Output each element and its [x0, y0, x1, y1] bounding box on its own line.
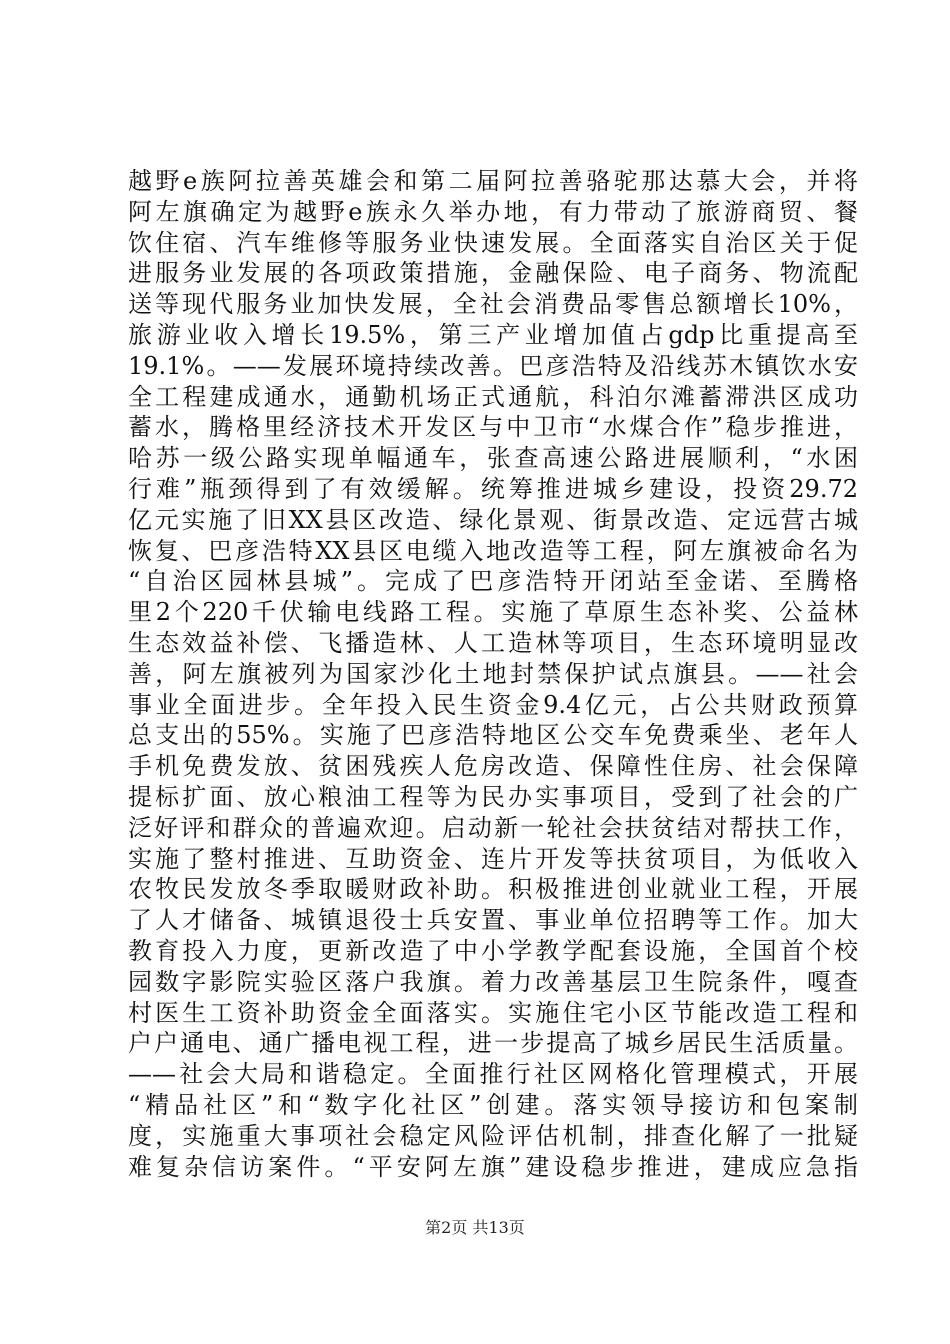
body-text	[128, 166, 858, 1182]
text-line: 旅游业收入增长19.5%，第三产业增加值占gdp比重提高至	[128, 320, 858, 349]
text-line: 阿左旗确定为越野e族永久举办地，有力带动了旅游商贸、餐	[128, 197, 858, 226]
text-line: “自治区园林县城”。完成了巴彦浩特开闭站至金诺、至腾格	[128, 567, 858, 596]
text-line: 里2个220千伏输电线路工程。实施了草原生态补奖、公益林	[128, 598, 858, 627]
text-line: 户户通电、通广播电视工程，进一步提高了城乡居民生活质量。	[128, 1029, 858, 1058]
text-line: 19.1%。——发展环境持续改善。巴彦浩特及沿线苏木镇饮水安	[128, 351, 858, 380]
text-line: 提标扩面、放心粮油工程等为民办实事项目，受到了社会的广	[128, 782, 858, 811]
text-line: “精品社区”和“数字化社区”创建。落实领导接访和包案制	[128, 1090, 858, 1119]
text-line: 度，实施重大事项社会稳定风险评估机制，排查化解了一批疑	[128, 1121, 858, 1150]
text-line: 行难”瓶颈得到了有效缓解。统筹推进城乡建设，投资29.72	[128, 474, 858, 503]
text-line: 善，阿左旗被列为国家沙化土地封禁保护试点旗县。——社会	[128, 659, 858, 688]
text-line: 越野e族阿拉善英雄会和第二届阿拉善骆驼那达慕大会，并将	[128, 167, 858, 195]
text-line: 蓄水，腾格里经济技术开发区与中卫市“水煤合作”稳步推进，	[128, 413, 858, 442]
text-line: 了人才储备、城镇退役士兵安置、事业单位招聘等工作。加大	[128, 906, 858, 935]
text-line: 村医生工资补助资金全面落实。实施住宅小区节能改造工程和	[128, 998, 858, 1027]
text-line: 难复杂信访案件。“平安阿左旗”建设稳步推进，建成应急指	[128, 1152, 858, 1181]
text-line: 实施了整村推进、互助资金、连片开发等扶贫项目，为低收入	[128, 844, 858, 873]
text-line: 教育投入力度，更新改造了中小学教学配套设施，全国首个校	[128, 936, 858, 965]
text-line: ——社会大局和谐稳定。全面推行社区网格化管理模式，开展	[128, 1060, 858, 1089]
text-line: 亿元实施了旧XX县区改造、绿化景观、街景改造、定远营古城	[128, 505, 858, 534]
text-line: 哈苏一级公路实现单幅通车，张查高速公路进展顺利，“水困	[128, 444, 858, 473]
text-line: 进服务业发展的各项政策措施，金融保险、电子商务、物流配	[128, 259, 858, 288]
text-line: 全工程建成通水，通勤机场正式通航，科泊尔滩蓄滞洪区成功	[128, 382, 858, 411]
text-line: 饮住宿、汽车维修等服务业快速发展。全面落实自治区关于促	[128, 228, 858, 257]
text-line: 总支出的55%。实施了巴彦浩特地区公交车免费乘坐、老年人	[128, 721, 858, 750]
text-line: 事业全面进步。全年投入民生资金9.4亿元，占公共财政预算	[128, 690, 858, 719]
text-line: 送等现代服务业加快发展，全社会消费品零售总额增长10%，	[128, 290, 858, 319]
text-line: 泛好评和群众的普遍欢迎。启动新一轮社会扶贫结对帮扶工作，	[128, 813, 858, 842]
text-line: 生态效益补偿、飞播造林、人工造林等项目，生态环境明显改	[128, 628, 858, 657]
text-line: 园数字影院实验区落户我旗。着力改善基层卫生院条件，嘎查	[128, 967, 858, 996]
text-line: 农牧民发放冬季取暖财政补助。积极推进创业就业工程，开展	[128, 875, 858, 904]
page-number-footer: 第2页 共13页	[425, 1218, 525, 1237]
text-line: 手机免费发放、贫困残疾人危房改造、保障性住房、社会保障	[128, 752, 858, 781]
text-line: 恢复、巴彦浩特XX县区电缆入地改造等工程，阿左旗被命名为	[128, 536, 858, 565]
